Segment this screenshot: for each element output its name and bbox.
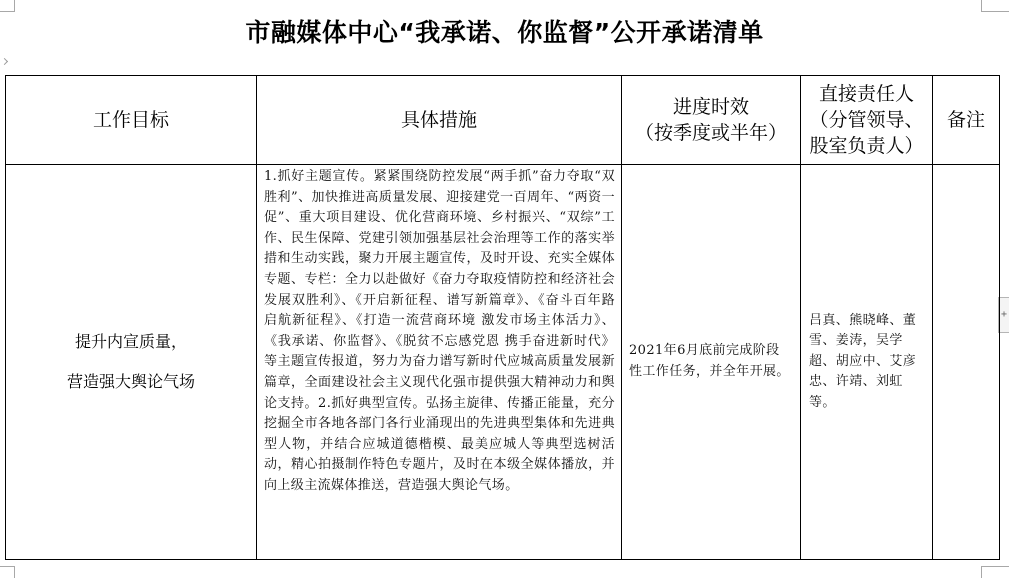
crop-mark-bottom-left [14, 566, 15, 578]
header-owner [801, 76, 933, 165]
header-progress-sub: （按季度或半年） [634, 122, 787, 144]
owner-cell[interactable]: 吕真、熊晓峰、董雪、姜涛，吴学超、胡应中、艾彦忠、许靖、刘虹等。 [801, 165, 933, 560]
goal-cell[interactable] [6, 165, 257, 560]
header-progress [622, 76, 801, 165]
resize-handle-icon[interactable]: + [998, 297, 1009, 333]
progress-cell[interactable]: 2021年6月底前完成阶段性工作任务，并全年开展。 [622, 165, 801, 560]
crop-mark-bottom-right [981, 566, 1009, 567]
measures-cell[interactable]: 1.抓好主题宣传。紧紧围绕防控发展“两手抓”奋力夺取“双胜利”、加快推进高质量发展、迎接建党一百周年、“两资一促”、重大项目建设、优化营商环境、乡村振兴、“双综”工作、民生保障、党建引领加强基层社会治理等工作的落实举措和生动实践，聚力开展主题宣传，及时开设、充实全媒体专题、专栏：全力以赴做好《奋力夺取疫情防控和经济社会发展双胜利》、《开启新征程、谱写新篇章》、《奋斗百年路 启航新征程》、《打造一流营商环境 激发市场主体活力》、《我承诺、你监督》、《脱贫不忘感党恩 携手奋进新时代》等主题宣传报道，努力为奋力谱写新时代应城高质量发展新篇章，全面建设社会主义现代化强市提供强大精神动力和舆论支持。2.抓好典型宣传。弘扬主旋律、传播正能量，充分挖掘全市各地各部门各行业涌现出的先进典型集体和先进典型人物，并结合应城道德楷模、最美应城人等典型选树活动，精心拍摄制作特色专题片，及时在本级全媒体播放，并向上级主流媒体推送，营造强大舆论气场。 [257, 165, 622, 560]
crop-mark-top-right [981, 0, 982, 12]
header-owner-sub2: 股室负责人） [809, 135, 924, 157]
header-measures-label: 具体措施 [400, 109, 477, 131]
document-title: 市融媒体中心“我承诺、你监督”公开承诺清单 [245, 18, 764, 47]
goal-line: 提升内宣质量， [74, 332, 187, 351]
header-measures [257, 76, 622, 165]
insertion-caret-icon [1, 58, 8, 65]
header-owner-label: 直接责任人 [818, 83, 914, 105]
table-header-row [6, 76, 1000, 165]
crop-mark-top-left [0, 11, 14, 12]
header-goal-label: 工作目标 [92, 109, 169, 131]
header-progress-label: 进度时效 [672, 96, 749, 118]
header-note [933, 76, 1000, 165]
commitment-table [5, 75, 1000, 560]
note-cell[interactable] [933, 165, 1000, 560]
table-row [6, 165, 1000, 560]
goal-line: 营造强大舆论气场 [66, 372, 195, 391]
crop-mark-top-right [981, 11, 1009, 12]
header-goal [6, 76, 257, 165]
crop-mark-bottom-right [981, 566, 982, 578]
header-owner-sub1: （分管领导、 [809, 109, 924, 131]
header-note-label: 备注 [946, 109, 985, 131]
crop-mark-bottom-left [0, 566, 14, 567]
crop-mark-top-left [14, 0, 15, 12]
